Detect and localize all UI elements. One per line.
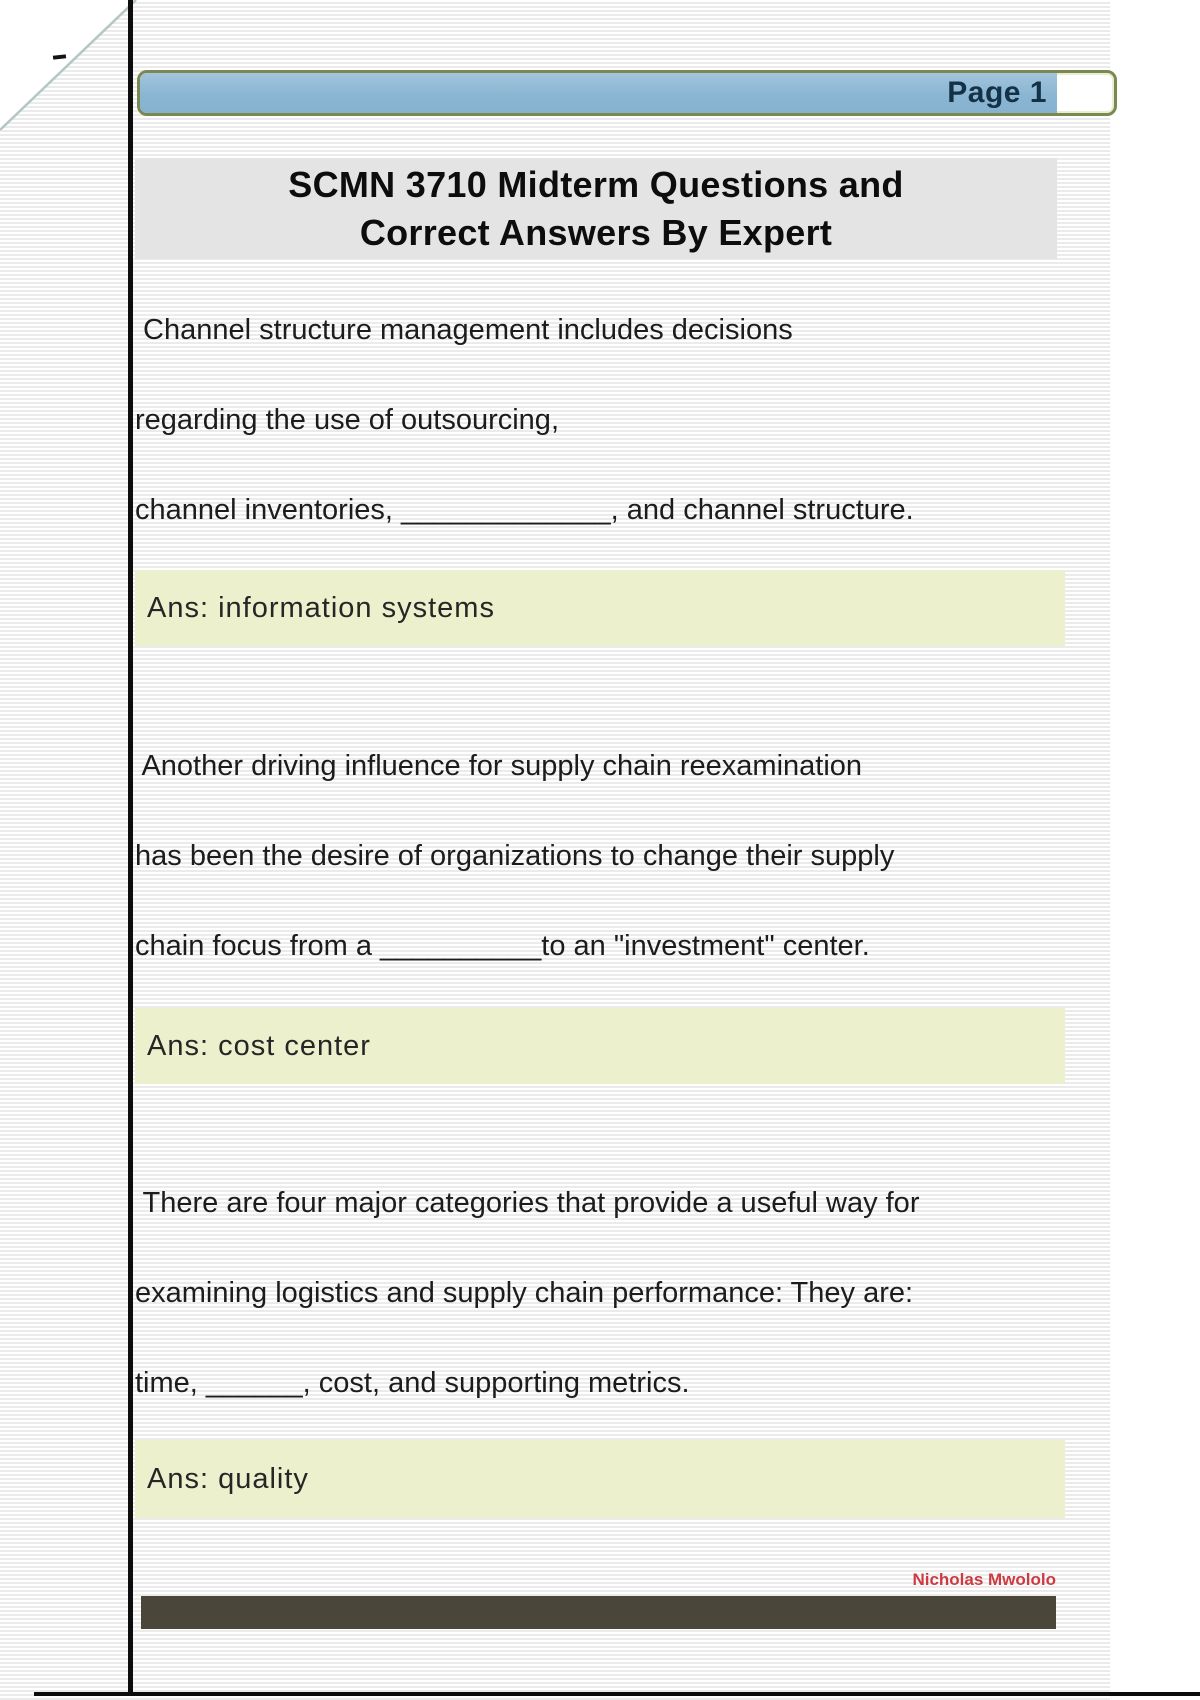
answer-label-3: Ans: quality	[147, 1462, 309, 1495]
title-box	[135, 158, 1057, 259]
answer-highlight-2	[135, 1008, 1065, 1084]
page-number-box	[137, 70, 1117, 116]
question-1-line-2: regarding the use of outsourcing,	[135, 404, 559, 436]
corner-fold	[0, 0, 140, 135]
question-2-line-3: chain focus from a __________to an "investment" center.	[135, 930, 870, 962]
question-2-line-1: Another driving influence for supply chain reexamination	[135, 750, 863, 782]
left-margin-line	[128, 0, 133, 1696]
author-name: Nicholas Mwololo	[912, 1570, 1056, 1589]
question-2-line-2: has been the desire of organizations to change their supply	[135, 840, 895, 872]
bottom-border-line	[34, 1692, 1200, 1696]
title-line-2: Correct Answers By Expert	[359, 212, 833, 253]
page-number-label: Page 1	[947, 76, 1047, 109]
page-right-edge	[1110, 0, 1200, 1700]
question-3-line-1: There are four major categories that provide a useful way for	[135, 1187, 920, 1219]
footer-bar	[141, 1596, 1056, 1629]
answer-label-1: Ans: information systems	[147, 591, 495, 624]
answer-highlight-1	[135, 570, 1065, 646]
title-line-1: SCMN 3710 Midterm Questions and	[288, 164, 904, 205]
question-1-line-1: Channel structure management includes decisions	[135, 314, 793, 346]
question-3-line-3: time, ______, cost, and supporting metrics.	[135, 1367, 690, 1399]
page-number-bar	[140, 73, 1057, 113]
answer-highlight-3	[135, 1440, 1065, 1518]
answer-label-2: Ans: cost center	[147, 1029, 371, 1062]
question-1-line-3: channel inventories, _____________, and channel structure.	[135, 494, 914, 526]
question-3-line-2: examining logistics and supply chain performance: They are:	[135, 1277, 914, 1309]
